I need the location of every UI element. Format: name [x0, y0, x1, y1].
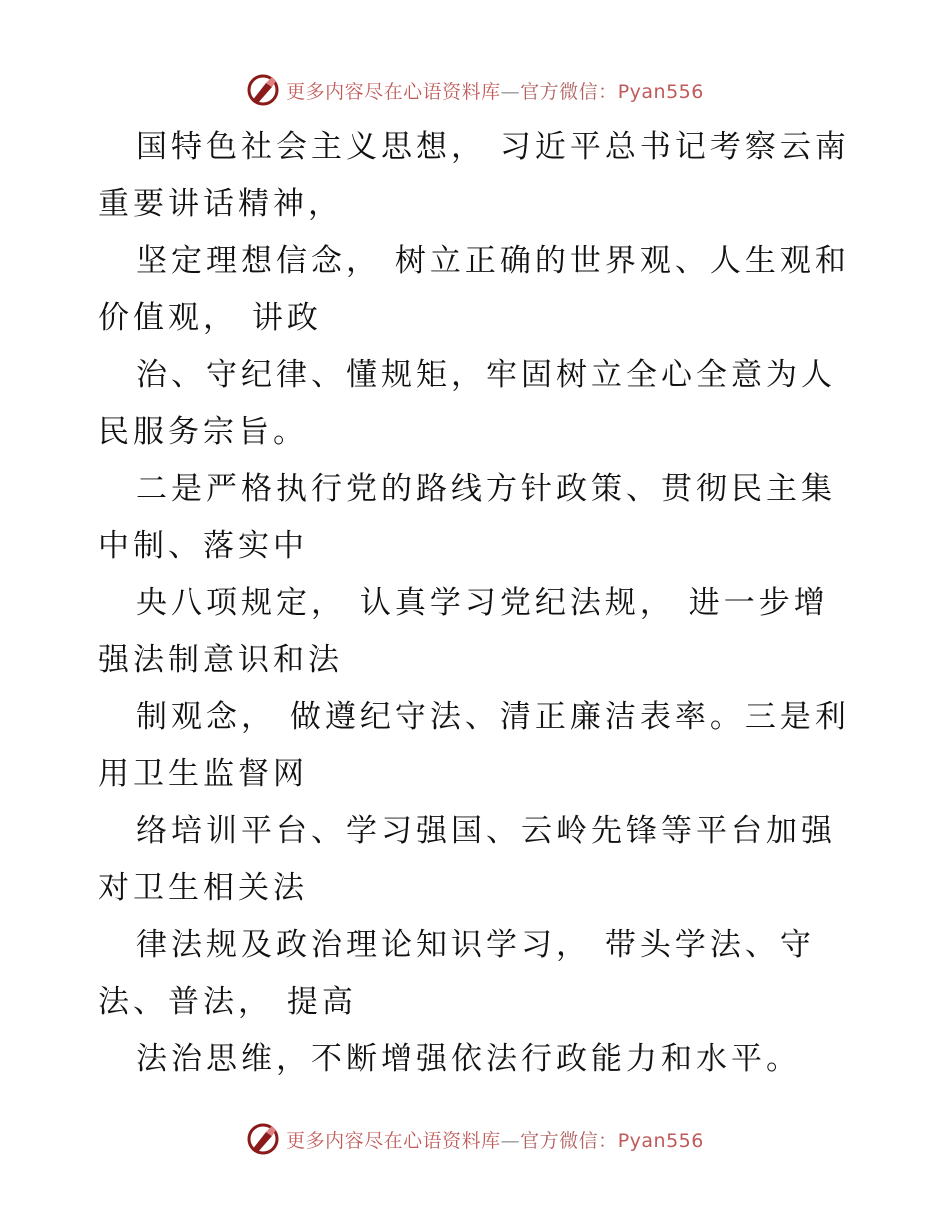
footer-wechat-label: 官方微信：: [520, 1129, 618, 1152]
footer-banner: [0, 1119, 950, 1159]
header-wechat-id: Pyan556: [617, 80, 704, 103]
header-wechat-label: 官方微信：: [520, 80, 618, 103]
paragraph-1: 国特色社会主义思想， 习近平总书记考察云南重要讲话精神，: [98, 129, 850, 222]
header-separator: —: [500, 80, 521, 103]
document-body: [98, 119, 858, 1088]
paragraph-4: 二是严格执行党的路线方针政策、贯彻民主集中制、落实中: [98, 471, 836, 564]
paragraph-3: 治、守纪律、懂规矩，牢固树立全心全意为人民服务宗旨。: [98, 357, 836, 450]
pen-nib-logo-icon: [246, 1122, 280, 1156]
pen-nib-logo-icon: [246, 73, 280, 107]
paragraph-5: 央八项规定， 认真学习党纪法规， 进一步增强法制意识和法: [98, 585, 829, 678]
footer-wechat-id: Pyan556: [617, 1129, 704, 1152]
paragraph-7: 络培训平台、学习强国、云岭先锋等平台加强对卫生相关法: [98, 813, 836, 906]
paragraph-8: 律法规及政治理论知识学习， 带头学法、守法、普法， 提高: [98, 927, 815, 1020]
paragraph-6: 制观念， 做遵纪守法、清正廉洁表率。三是利用卫生监督网: [98, 699, 850, 792]
footer-text: [286, 1126, 704, 1153]
header-text: [286, 77, 704, 104]
footer-separator: —: [500, 1129, 521, 1152]
paragraph-9: 法治思维，不断增强依法行政能力和水平。: [136, 1041, 801, 1077]
footer-brand-text: 更多内容尽在心语资料库: [286, 1129, 501, 1152]
header-brand-text: 更多内容尽在心语资料库: [286, 80, 501, 103]
header-banner: [0, 70, 950, 110]
paragraph-2: 坚定理想信念， 树立正确的世界观、人生观和价值观， 讲政: [98, 243, 850, 336]
